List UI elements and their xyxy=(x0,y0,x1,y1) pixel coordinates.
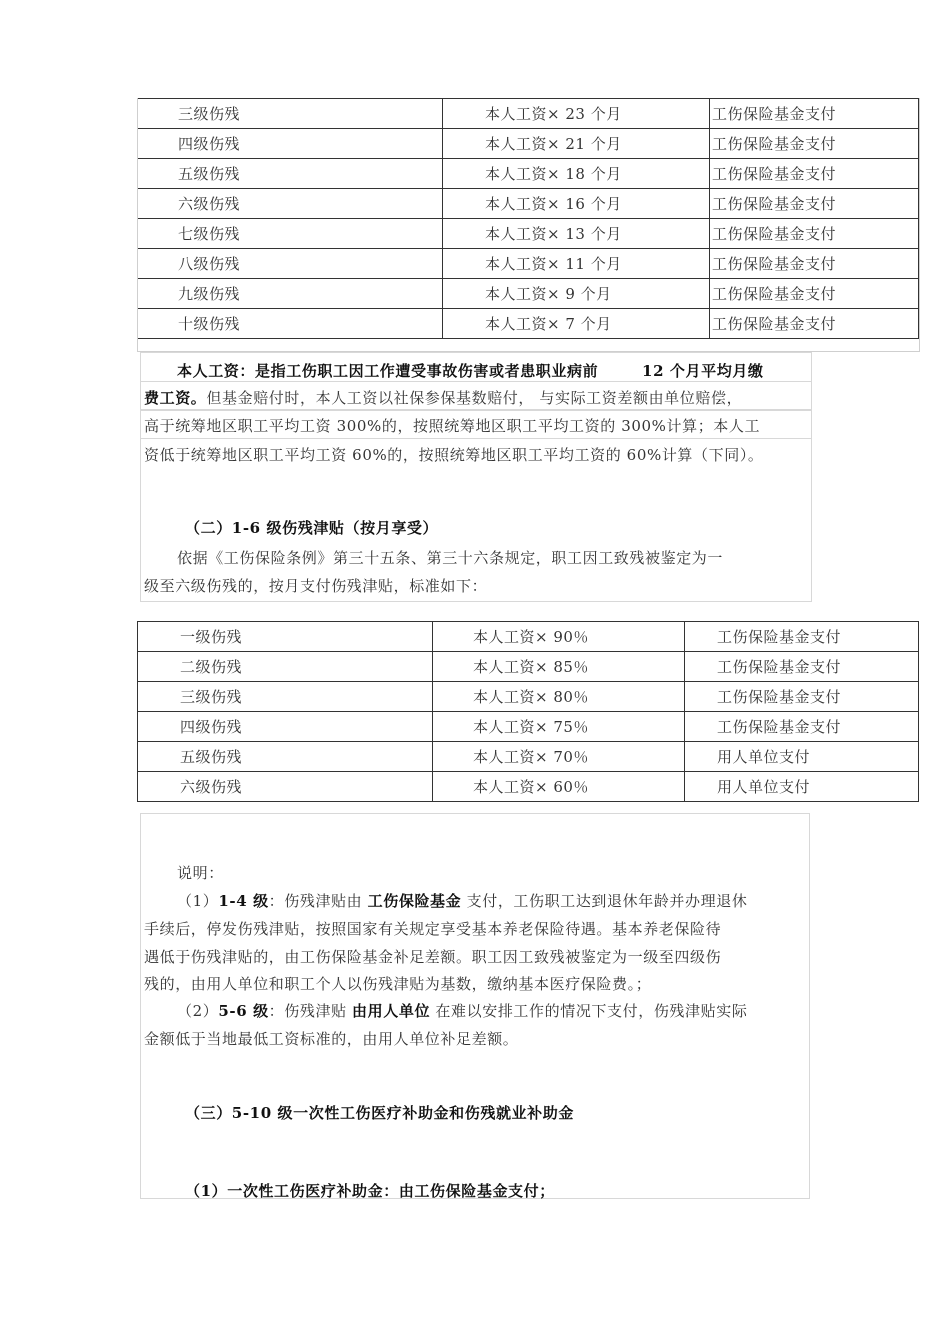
standard-cell: 本人工资× 60％ xyxy=(433,772,685,802)
table-row xyxy=(138,712,919,742)
section2-para-line1: 依据《工伤保险条例》第三十五条、第三十六条规定，职工因工致残被鉴定为一 xyxy=(177,549,724,567)
section2-heading: （二）1-6 级伤残津贴（按月享受） xyxy=(185,519,439,537)
note1-line1 xyxy=(177,360,764,381)
payer-cell: 工伤保险基金支付 xyxy=(710,249,919,279)
standard-cell: 本人工资× 11 个月 xyxy=(443,249,710,279)
note1-line2 xyxy=(144,387,742,408)
table-row xyxy=(138,682,919,712)
explain-p1-line1 xyxy=(177,890,747,911)
p2-number: （2） xyxy=(177,1002,219,1020)
standard-cell: 本人工资× 18 个月 xyxy=(443,159,710,189)
explain-title: 说明： xyxy=(177,864,224,882)
payer-cell: 工伤保险基金支付 xyxy=(710,279,919,309)
grade-cell: 六级伤残 xyxy=(138,189,443,219)
standard-cell: 本人工资× 70％ xyxy=(433,742,685,772)
grade-cell: 四级伤残 xyxy=(138,129,443,159)
grade-cell: 五级伤残 xyxy=(138,742,433,772)
grade-cell: 三级伤残 xyxy=(138,682,433,712)
p1-number: （1） xyxy=(177,892,219,910)
grade-cell: 十级伤残 xyxy=(138,309,443,339)
table1-frame xyxy=(137,98,920,352)
standard-cell: 本人工资× 21 个月 xyxy=(443,129,710,159)
disability-allowance-table xyxy=(137,621,919,802)
grade-cell: 七级伤残 xyxy=(138,219,443,249)
payer-cell: 工伤保险基金支付 xyxy=(685,712,919,742)
payer-cell: 工伤保险基金支付 xyxy=(710,189,919,219)
payer-cell: 工伤保险基金支付 xyxy=(685,682,919,712)
p2-text-b: 在难以安排工作的情况下支付，伤残津贴实际 xyxy=(430,1002,748,1020)
explain-p1-line4: 残的，由用人单位和职工个人以伤残津贴为基数，缴纳基本医疗保险费。； xyxy=(144,975,652,993)
p1-text-a: ：伤残津贴由 xyxy=(268,892,368,910)
explain-p2-line2: 金额低于当地最低工资标准的，由用人单位补足差额。 xyxy=(144,1030,519,1048)
payer-cell: 用人单位支付 xyxy=(685,742,919,772)
grade-cell: 八级伤残 xyxy=(138,249,443,279)
standard-cell: 本人工资× 80％ xyxy=(433,682,685,712)
wage-definition: 本人工资：是指工伤职工因工作遭受事故伤害或者患职业病前 xyxy=(177,362,599,380)
p1-grade: 1-4 级 xyxy=(218,892,269,910)
section3-heading: （三）5-10 级一次性工伤医疗补助金和伤残就业补助金 xyxy=(185,1104,574,1122)
table-row xyxy=(138,652,919,682)
standard-cell: 本人工资× 75％ xyxy=(433,712,685,742)
note1-line4: 资低于统筹地区职工平均工资 60%的，按照统筹地区职工平均工资的 60%计算（下同）。 xyxy=(144,446,764,464)
standard-cell: 本人工资× 90％ xyxy=(433,622,685,652)
payer-cell: 工伤保险基金支付 xyxy=(710,129,919,159)
explain-p1-line3: 遇低于伤残津贴的，由工伤保险基金补足差额。职工因工致残被鉴定为一级至四级伤 xyxy=(144,948,722,966)
payer-cell: 工伤保险基金支付 xyxy=(685,622,919,652)
section3-sub1: （1）一次性工伤医疗补助金：由工伤保险基金支付； xyxy=(185,1182,555,1200)
standard-cell: 本人工资× 7 个月 xyxy=(443,309,710,339)
wage-definition-end: 费工资。 xyxy=(144,389,207,407)
grade-cell: 二级伤残 xyxy=(138,652,433,682)
p1-text-b: 支付，工伤职工达到退休年龄并办理退休 xyxy=(461,892,748,910)
payer-cell: 工伤保险基金支付 xyxy=(710,219,919,249)
table-row xyxy=(138,742,919,772)
table-row xyxy=(138,622,919,652)
note1-line2-text: 但基金赔付时，本人工资以社保参保基数赔付， 与实际工资差额由单位赔偿， xyxy=(206,389,743,407)
payer-cell: 工伤保险基金支付 xyxy=(685,652,919,682)
wage-definition-tail: 12 个月平均月缴 xyxy=(642,362,764,380)
standard-cell: 本人工资× 9 个月 xyxy=(443,279,710,309)
standard-cell: 本人工资× 16 个月 xyxy=(443,189,710,219)
p2-grade: 5-6 级 xyxy=(218,1002,269,1020)
grade-cell: 四级伤残 xyxy=(138,712,433,742)
explain-p2-line1 xyxy=(177,1000,747,1021)
explain-p1-line2: 手续后，停发伤残津贴，按照国家有关规定享受基本养老保险待遇。基本养老保险待 xyxy=(144,920,722,938)
payer-cell: 工伤保险基金支付 xyxy=(710,309,919,339)
payer-cell: 工伤保险基金支付 xyxy=(710,159,919,189)
p2-employer: 由用人单位 xyxy=(352,1002,431,1020)
p1-fund: 工伤保险基金 xyxy=(367,892,462,910)
grade-cell: 三级伤残 xyxy=(138,99,443,129)
standard-cell: 本人工资× 85％ xyxy=(433,652,685,682)
grade-cell: 一级伤残 xyxy=(138,622,433,652)
grade-cell: 五级伤残 xyxy=(138,159,443,189)
grade-cell: 六级伤残 xyxy=(138,772,433,802)
table-row xyxy=(138,772,919,802)
payer-cell: 工伤保险基金支付 xyxy=(710,99,919,129)
grade-cell: 九级伤残 xyxy=(138,279,443,309)
payer-cell: 用人单位支付 xyxy=(685,772,919,802)
standard-cell: 本人工资× 23 个月 xyxy=(443,99,710,129)
p2-text-a: ：伤残津贴 xyxy=(268,1002,353,1020)
standard-cell: 本人工资× 13 个月 xyxy=(443,219,710,249)
note1-line3: 高于统筹地区职工平均工资 300%的，按照统筹地区职工平均工资的 300%计算；本人工 xyxy=(144,417,761,435)
section2-para-line2: 级至六级伤残的，按月支付伤残津贴，标准如下： xyxy=(144,577,488,595)
